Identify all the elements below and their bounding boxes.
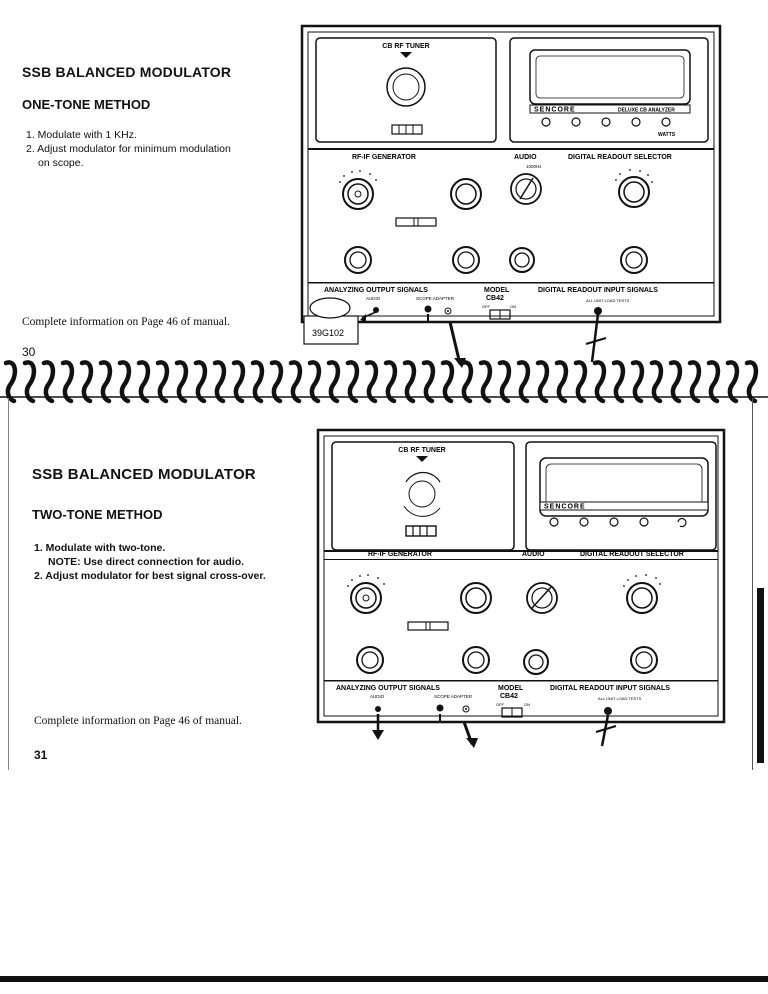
spiral-coil (6, 362, 15, 401)
page-title-top: SSB BALANCED MODULATOR (22, 64, 232, 80)
complete-info-top: Complete information on Page 46 of manual. (22, 316, 230, 328)
display-caption-top: DELUXE CB ANALYZER (618, 107, 675, 114)
digital-input-label-bottom: DIGITAL READOUT INPUT SIGNALS (550, 685, 670, 692)
model-num-top: CB42 (486, 295, 504, 302)
spiral-coil (120, 362, 129, 401)
scope-label-top: SCOPE ADAPTER (416, 296, 455, 301)
audio-jack-label-top: AUDIO (366, 296, 381, 301)
tuner-label-bottom: CB RF TUNER (398, 447, 446, 454)
spiral-coil (234, 362, 243, 401)
digital-input-label-top: DIGITAL READOUT INPUT SIGNALS (538, 287, 658, 294)
audio-sub-top: 1000Hz (526, 164, 542, 169)
analyzer-panel-top (300, 24, 722, 376)
step-1-bottom: 1. Modulate with two-tone. (34, 542, 166, 554)
model-num-bottom: CB42 (500, 693, 518, 700)
step-2-bottom: 2. Adjust modulator for best signal cross-over. (34, 570, 266, 582)
page-subtitle-bottom: TWO-TONE METHOD (32, 507, 163, 522)
lower-page-left-edge (8, 398, 9, 770)
spiral-coil (291, 362, 300, 401)
load-label-bottom: ALL UNIT LOAD TESTS (598, 696, 642, 701)
rf-label-bottom: RF-IF GENERATOR (368, 551, 432, 558)
spiral-coil (443, 362, 452, 401)
note-bottom: NOTE: Use direct connection for audio. (48, 556, 245, 568)
spiral-coil (709, 362, 718, 401)
spiral-coil (728, 362, 737, 401)
spiral-coil (747, 362, 756, 401)
on-label-top: ON (510, 304, 516, 309)
spiral-coil (310, 362, 319, 401)
watts-label-top: WATTS (658, 132, 676, 138)
spiral-coil (481, 362, 490, 401)
selector-label-bottom: DIGITAL READOUT SELECTOR (580, 551, 684, 558)
spiral-coil (25, 362, 34, 401)
spiral-coil (253, 362, 262, 401)
audio-label-top: AUDIO (514, 154, 537, 161)
complete-info-bottom: Complete information on Page 46 of manual. (34, 715, 242, 727)
step-2-cont-top: on scope. (38, 157, 84, 169)
spiral-coil (386, 362, 395, 401)
page-subtitle-top: ONE-TONE METHOD (22, 97, 151, 112)
spiral-coil (519, 362, 528, 401)
spiral-coil (462, 362, 471, 401)
page-title-bottom: SSB BALANCED MODULATOR (32, 466, 256, 483)
rf-label-top: RF-IF GENERATOR (352, 154, 416, 161)
model-label-bottom: MODEL (498, 685, 524, 692)
spiral-coil (329, 362, 338, 401)
spiral-coil (424, 362, 433, 401)
analyzer-panel-bottom (316, 428, 728, 778)
lower-page-right-edge (752, 398, 753, 770)
spiral-coil (405, 362, 414, 401)
spiral-binding (0, 355, 768, 415)
off-label-top: OFF (482, 304, 490, 309)
on-label-bottom: ON (524, 702, 530, 707)
load-label-top: ALL UNIT LOAD TESTS (586, 298, 630, 303)
spiral-coil (44, 362, 53, 401)
spiral-coil (177, 362, 186, 401)
spiral-coil (367, 362, 376, 401)
spiral-coil (272, 362, 281, 401)
analyzing-label-bottom: ANALYZING OUTPUT SIGNALS (336, 685, 440, 692)
analyzing-label-top: ANALYZING OUTPUT SIGNALS (324, 287, 428, 294)
step-1-top: 1. Modulate with 1 KHz. (26, 129, 137, 141)
spiral-coil (671, 362, 680, 401)
bottom-edge (0, 976, 768, 982)
audio-label-bottom: AUDIO (522, 551, 545, 558)
spiral-coil (196, 362, 205, 401)
spiral-coil (557, 362, 566, 401)
spiral-coil (215, 362, 224, 401)
spiral-coil (348, 362, 357, 401)
spiral-coil (158, 362, 167, 401)
model-label-top: MODEL (484, 287, 510, 294)
spiral-coil (101, 362, 110, 401)
spiral-coil (576, 362, 585, 401)
spiral-coil (652, 362, 661, 401)
off-label-bottom: OFF (496, 702, 504, 707)
lower-page-edge-shadow (757, 588, 764, 763)
accessory-label-top: 39G102 (312, 328, 345, 338)
selector-label-top: DIGITAL READOUT SELECTOR (568, 154, 672, 161)
page-number-top: 30 (22, 345, 36, 359)
step-2-top: 2. Adjust modulator for minimum modulation (26, 143, 231, 155)
spiral-coil (633, 362, 642, 401)
display-brand-top: SENCORE (534, 106, 576, 114)
scope-label-bottom: SCOPE ADAPTER (434, 694, 473, 699)
spiral-coil (139, 362, 148, 401)
tuner-label-top: CB RF TUNER (382, 43, 430, 50)
spiral-coil (595, 362, 604, 401)
audio-jack-label-bottom: AUDIO (370, 694, 385, 699)
spiral-coil (500, 362, 509, 401)
display-brand-bottom: SENCORE (544, 503, 586, 511)
page-number-bottom: 31 (34, 748, 48, 762)
spiral-coil (82, 362, 91, 401)
spiral-coil (538, 362, 547, 401)
spiral-coil (63, 362, 72, 401)
spiral-coil (614, 362, 623, 401)
spiral-coil (690, 362, 699, 401)
